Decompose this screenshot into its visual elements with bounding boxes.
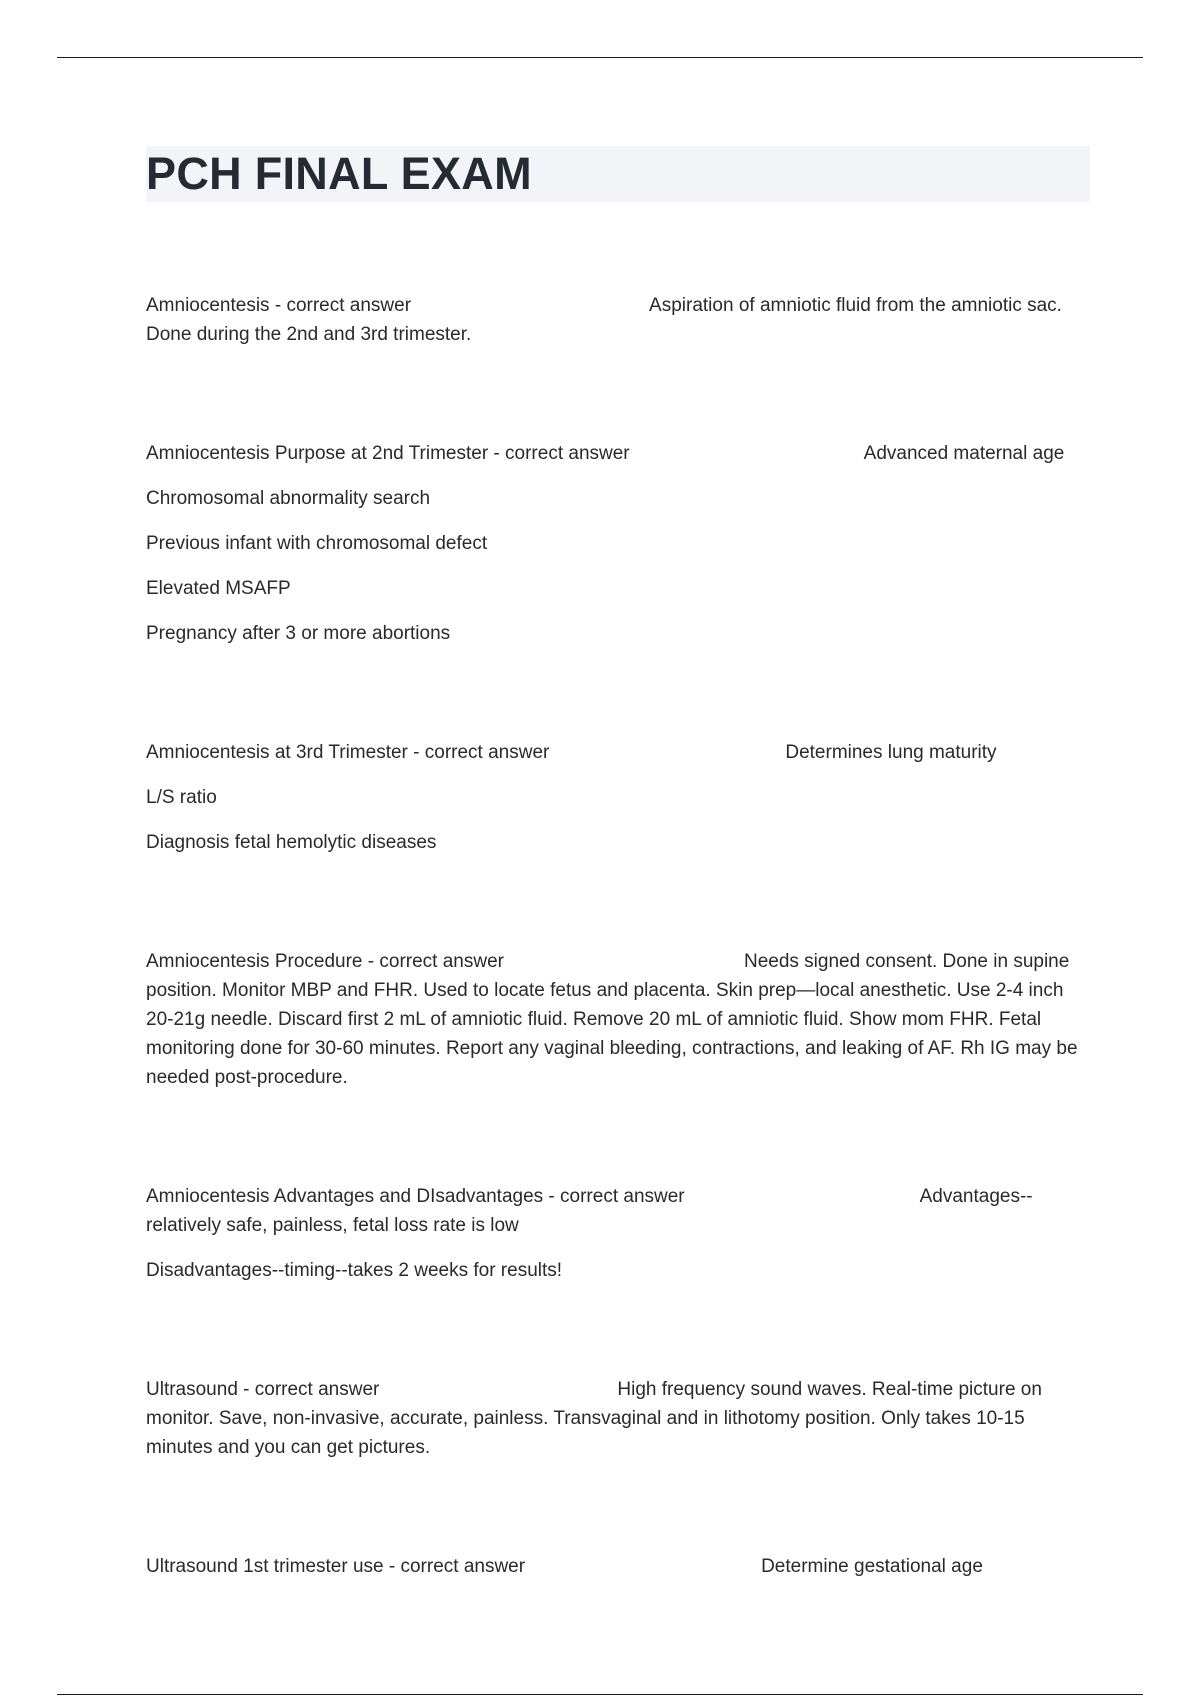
flashcard-detail: Pregnancy after 3 or more abortions <box>146 623 451 644</box>
flashcard-question <box>146 738 1086 767</box>
flashcard <box>146 291 1086 349</box>
flashcard-question <box>146 1552 1086 1581</box>
flashcard <box>146 439 1086 648</box>
flashcard-term: Amniocentesis Purpose at 2nd Trimester - correct answer <box>146 443 630 464</box>
flashcard-detail: Previous infant with chromosomal defect <box>146 533 488 554</box>
flashcard-term: Amniocentesis at 3rd Trimester - correct answer <box>146 742 550 763</box>
flashcard-answer: Needs signed consent. Done in supine position. Monitor MBP and FHR. Used to locate fetus and placenta. Skin prep—local anesthetic. Use 2-4 inch 20-21g needle. Discard first 2 mL of amniotic fluid. Remove 20 mL of amniotic fluid. Show mom FHR. Fetal monitoring done for 30-60 minutes. Report any vaginal bleeding, contractions, and leaking of AF. Rh IG may be needed post-procedure. <box>146 951 1078 1088</box>
flashcard-detail: Disadvantages--timing--takes 2 weeks for results! <box>146 1260 563 1281</box>
page-title: PCH FINAL EXAM <box>146 148 532 199</box>
flashcard-question <box>146 1182 1086 1240</box>
flashcard-detail: L/S ratio <box>146 787 217 808</box>
flashcard <box>146 1552 1086 1581</box>
flashcard-detail: Elevated MSAFP <box>146 578 291 599</box>
flashcard-question <box>146 1375 1086 1462</box>
flashcard-term: Ultrasound - correct answer <box>146 1379 380 1400</box>
flashcard-answer: Advantages--relatively safe, painless, fetal loss rate is low <box>146 1186 1033 1236</box>
flashcard-question <box>146 291 1086 349</box>
flashcard <box>146 1182 1086 1285</box>
flashcard-answer: Advanced maternal age <box>863 443 1065 464</box>
flashcard-answer: High frequency sound waves. Real-time picture on monitor. Save, non-invasive, accurate, painless. Transvaginal and in lithotomy position. Only takes 10-15 minutes and you can get pictures. <box>146 1379 1042 1458</box>
footer-rule <box>57 1694 1143 1695</box>
flashcard-detail: Diagnosis fetal hemolytic diseases <box>146 832 437 853</box>
flashcard-question <box>146 947 1086 1092</box>
flashcard-term: Amniocentesis Advantages and DIsadvantages - correct answer <box>146 1186 685 1207</box>
flashcard-answer: Determine gestational age <box>761 1556 983 1577</box>
flashcard-detail: Chromosomal abnormality search <box>146 488 431 509</box>
flashcard-answer: Aspiration of amniotic fluid from the amniotic sac. Done during the 2nd and 3rd trimester. <box>146 295 1062 345</box>
flashcard <box>146 1375 1086 1462</box>
flashcard <box>146 738 1086 857</box>
flashcard-question <box>146 439 1086 468</box>
flashcard-answer: Determines lung maturity <box>785 742 997 763</box>
flashcard-list <box>146 291 1086 1671</box>
header-rule <box>57 57 1143 58</box>
flashcard-term: Ultrasound 1st trimester use - correct answer <box>146 1556 526 1577</box>
flashcard-term: Amniocentesis Procedure - correct answer <box>146 951 504 972</box>
flashcard-term: Amniocentesis - correct answer <box>146 295 412 316</box>
flashcard <box>146 947 1086 1092</box>
